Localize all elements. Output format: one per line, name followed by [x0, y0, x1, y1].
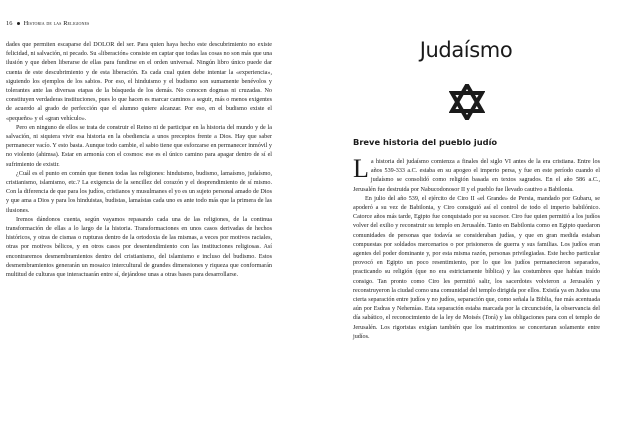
opening-paragraph [353, 154, 600, 195]
paragraph: dades que permiten escaparse del DOLOR del ser. Para quien haya hecho este descubrimiento no existe felicidad, ni salvación, ni pecado. Su «liberación» consiste en captar que todas las cosas no son más que una ilusión y que deben liberarse de ellas para fundirse en el orden universal. Ningún libro único puede dar cuenta de este descubrimiento y de esta liberación. Es cada cual quien debe intentar la «experiencia», siguiendo los ejemplos de los sabios. Por eso, el hinduismo y el budismo son sumamente benévolos y tolerantes ante las diversas etapas de la búsqueda de los demás. No conocen dogmas ni cruzadas. No constituyen verdaderas instituciones, pues lo que hacen es marcar caminos a seguir, más o menos exigentes de acuerdo al grado de perfección que el alumno quiere alcanzar. Por eso, en el budismo existe el «pequeño» y el «gran vehículo». [6, 42, 272, 122]
running-title: Historia de las Religiones [23, 20, 90, 27]
drop-cap: L [353, 154, 369, 183]
section-title: Breve historia del pueblo judío [353, 137, 498, 147]
paragraph: Iremos dándonos cuenta, según vayamos repasando cada una de las religiones, de la continua transformación de ellas a lo largo de la historia. Transformaciones en unos casos derivadas de hechos históricos, y otras de cismas o rupturas dentro de la ortodoxia de las mismas, a veces por motivos raciales, otras por motivos bélicos, y en otros casos por desentendimiento con las instituciones religiosas. Así encontraremos desmembramientos dentro del cristianismo, del islamismo e incluso del budismo. Estos desmembramientos generarán un mosaico intercultural de grandes dimensiones y riqueza que conformarán multitud de culturas que interactuarán entre sí, dejándose unas a otras bases para desarrollarse. [6, 216, 272, 279]
paragraph: ¿Cuál es el punto en común que tienen todas las religiones: hinduismo, budismo, lamaísmo, judaísmo, cristianismo, islamismo, etc.? La exigencia de la sencillez del corazón y el desprendimiento de sí mismo. Con la diferencia de que para los judíos, cristianos y musulmanes el yo es un sujeto personal amado de Dios y que ama a Dios y para los hinduistas, budistas, lamaístas cada uno es ante todo más que la primera de las ilusiones. [6, 170, 272, 214]
paragraph-text: a historia del judaísmo comienza a finales del siglo VI antes de la era cristiana. Entre los años 539-333 a.C. estaba en su apogeo el imperio persa, y fue en este período cuando el judaísmo se consolidó como religión basada en textos sagrados. En el año 586 a.C., Jerusalén fue destruida por Nabucodonosor II y el pueblo fue llevado cautivo a Babilonia. [353, 159, 600, 193]
page-number: 16 [6, 20, 13, 27]
paragraph: En julio del año 539, el ejército de Ciro II «el Grande» de Persia, mandado por Gubaru, se apoderó a su vez de Babilonia, y Ciro consiguió así el control de todo el imperio babilónico. Catorce años más tarde, Egipto fue conquistado por su sucesor. Ciro fue quien permitió a los judíos volver del exilio y reconstruir su templo en Jerusalén. Tanto en Babilonia como en Egipto quedaron comunidades de personas que todavía se consideraban judías, y que en gran medida estaban compuestas por soldados mercenarios o por prisioneros de guerra y sus familias. Los judíos eran agentes del poder dominante y, por esta misma razón, personas privilegiadas. Este hecho particular provocó en Egipto un poco resentimiento, por lo que los judíos permanecieron separados, practicando su religión (que no era estrictamente bíblica) y las costumbres que habían traído consigo. Tan pronto como Ciro les permitió salir, los sacerdotes volvieron a Jerusalén y reconstruyeron la ciudad como una comunidad del templo dirigida por ellos. Existía ya en Judea una cierta separación entre judíos y no judíos, separación que, como señala la Biblia, fue más acentuada aún por Esdras y Nehemías. Esta separación estaba marcada por la circuncisión, la observancia del día sabático, el reconocimiento de la ley de Moisés (Torá) y las obligaciones para con el templo de Jerusalén. Los rigoristas exigían también que los matrimonios se concertaran solamente entre judíos. [353, 195, 600, 340]
right-text-column [353, 154, 600, 342]
star-of-david-icon [449, 84, 485, 120]
left-page [0, 0, 306, 431]
chapter-title: Judaísmo [419, 38, 513, 62]
left-text-column [6, 41, 272, 280]
running-header [6, 20, 89, 27]
right-page [306, 0, 620, 431]
paragraph: Pero en ninguno de ellos se trata de construir el Reino ni de participar en la historia del mundo y de la salvación, ni siquiera vivir esa historia en la obediencia a unos preceptos frente a Dios. Hay que saber permanecer vacío. Y esto basta. Aunque todo cambie, el sabio tiene que esforzarse en permanecer inmóvil y no violento (ahimsa). Estar en armonía con el cosmos: ese es el único camino para apagar dentro de sí el sufrimiento de existir. [6, 124, 272, 168]
bullet-icon [17, 22, 20, 25]
